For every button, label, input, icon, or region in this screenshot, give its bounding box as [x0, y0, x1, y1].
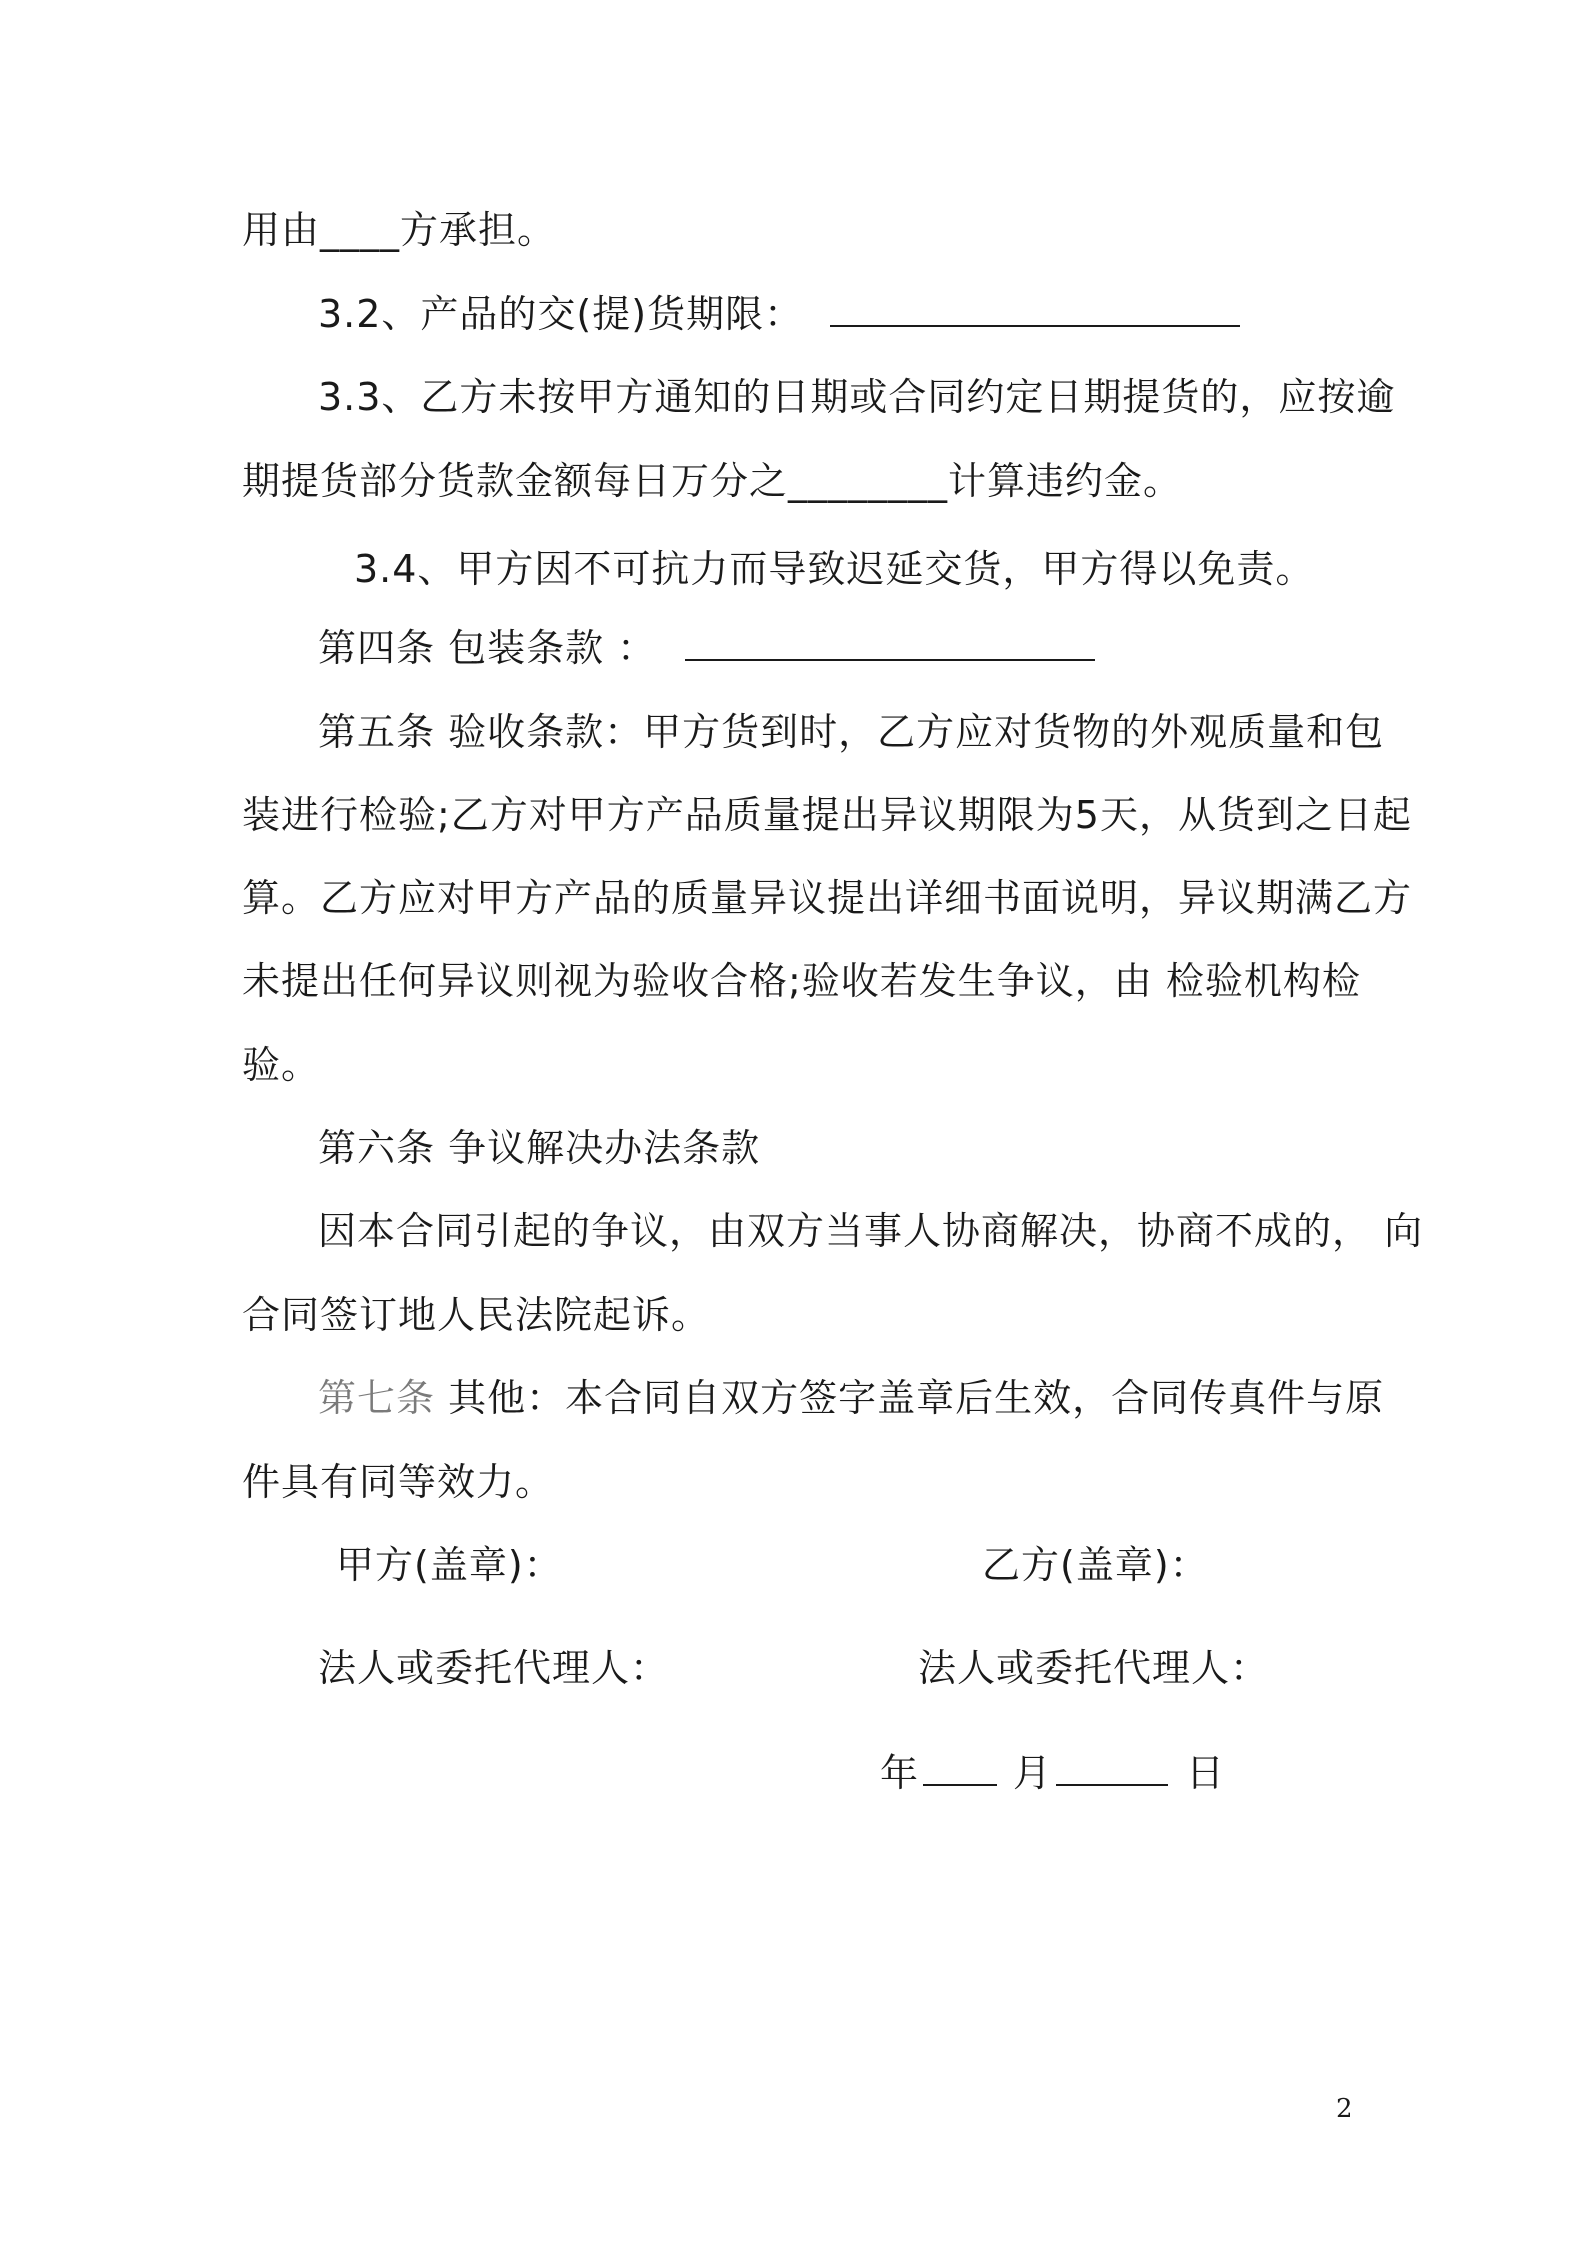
- text-line-acceptance-4: 未提出任何异议则视为验收合格;验收若发生争议，由 检验机构检: [242, 959, 1361, 1003]
- text-line-other-1: [318, 1373, 1384, 1423]
- delivery-period-label: 3.2、产品的交(提)货期限：: [318, 292, 804, 336]
- text-line-dispute-2: 合同签订地人民法院起诉。: [242, 1293, 711, 1337]
- text-line-packaging-clause: [318, 623, 1095, 673]
- text-line-acceptance-1: 第五条 验收条款：甲方货到时，乙方应对货物的外观质量和包: [318, 710, 1385, 754]
- text-line-delivery-period: [318, 289, 1240, 339]
- text-line-acceptance-5: 验。: [242, 1043, 321, 1087]
- page-number: 2: [1336, 2094, 1353, 2124]
- text-line-acceptance-2: 装进行检验;乙方对甲方产品质量提出异议期限为5天，从货到之日起: [242, 793, 1412, 837]
- other-clause-label: 第七条: [318, 1376, 436, 1420]
- delivery-period-blank: [830, 291, 1240, 327]
- party-b-seal-label: 乙方(盖章)：: [982, 1543, 1209, 1587]
- party-a-agent-label: 法人或委托代理人：: [318, 1646, 670, 1690]
- other-clause-text: 其他：本合同自双方签字盖章后生效，合同传真件与原: [435, 1376, 1385, 1420]
- date-year-label: 年: [880, 1751, 920, 1795]
- packaging-clause-blank: [685, 625, 1095, 661]
- text-line-clause-3-3-a: 3.3、乙方未按甲方通知的日期或合同约定日期提货的，应按逾: [318, 375, 1396, 419]
- date-line: [880, 1748, 1225, 1798]
- text-line-clause-3-3-b: 期提货部分货款金额每日万分之________计算违约金。: [242, 459, 1183, 503]
- text-line-acceptance-3: 算。乙方应对甲方产品的质量异议提出详细书面说明，异议期满乙方: [242, 876, 1413, 920]
- text-line-dispute-1: 因本合同引起的争议，由双方当事人协商解决，协商不成的， 向: [318, 1209, 1424, 1253]
- date-day-label: 日: [1186, 1751, 1226, 1795]
- party-b-agent-label: 法人或委托代理人：: [918, 1646, 1270, 1690]
- date-month-label: 月: [1013, 1751, 1053, 1795]
- text-line-other-2: 件具有同等效力。: [242, 1460, 555, 1504]
- date-day-blank: [1056, 1750, 1168, 1786]
- party-a-seal-label: 甲方(盖章)：: [336, 1543, 563, 1587]
- text-line-dispute-heading: 第六条 争议解决办法条款: [318, 1126, 761, 1170]
- packaging-clause-label: 第四条 包装条款 ：: [318, 626, 657, 670]
- text-line-clause-3-4: 3.4、甲方因不可抗力而导致迟延交货，甲方得以免责。: [354, 547, 1315, 591]
- date-month-blank: [923, 1750, 997, 1786]
- text-line-cost-bearer: 用由____方承担。: [242, 208, 557, 252]
